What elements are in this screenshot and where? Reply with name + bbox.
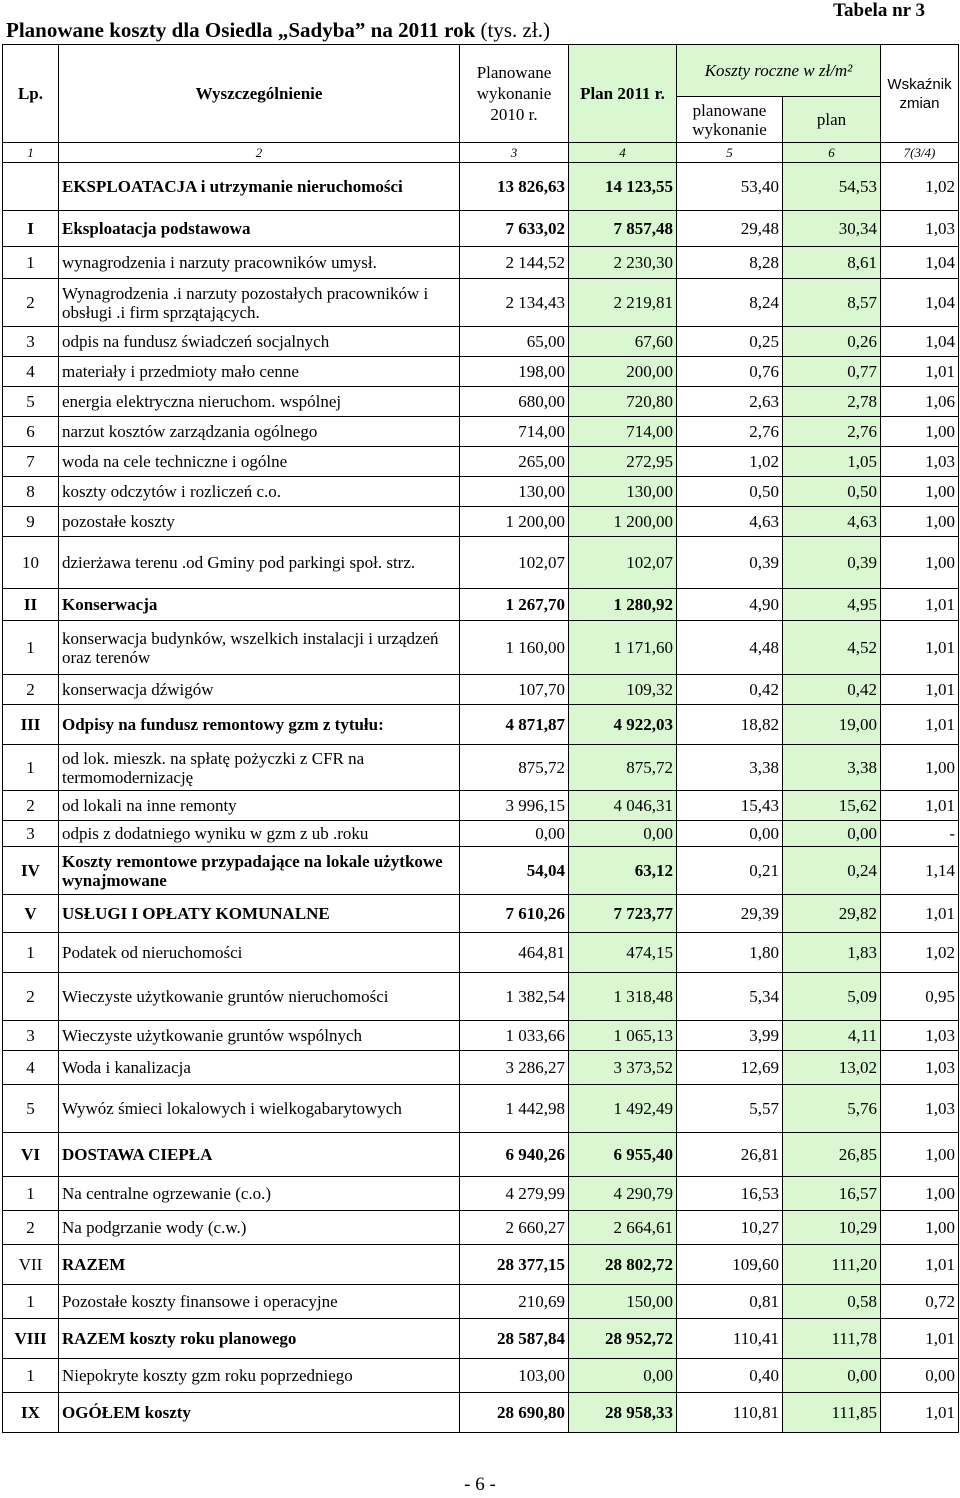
table-row bbox=[3, 1177, 959, 1211]
row-name: Wynagrodzenia .i narzuty pozostałych pracowników i obsługi .i firm sprzątających. bbox=[59, 279, 460, 327]
row-name: pozostałe koszty bbox=[59, 507, 460, 537]
row-annual-plan: 30,34 bbox=[783, 211, 881, 247]
row-index: 1,01 bbox=[881, 705, 959, 745]
row-annual-plan: 10,29 bbox=[783, 1211, 881, 1245]
row-plan2010: 13 826,63 bbox=[460, 163, 569, 211]
row-annual-exec: 26,81 bbox=[677, 1133, 783, 1177]
row-plan2010: 4 871,87 bbox=[460, 705, 569, 745]
row-annual-plan: 0,50 bbox=[783, 477, 881, 507]
row-plan2010: 1 200,00 bbox=[460, 507, 569, 537]
row-plan2011: 1 200,00 bbox=[569, 507, 677, 537]
row-lp: 9 bbox=[3, 507, 59, 537]
row-annual-plan: 1,05 bbox=[783, 447, 881, 477]
row-index: 1,03 bbox=[881, 1051, 959, 1085]
row-index: 0,95 bbox=[881, 973, 959, 1021]
column-numbers-row: 1 2 3 4 5 6 7(3/4) bbox=[3, 143, 959, 163]
row-annual-plan: 29,82 bbox=[783, 895, 881, 933]
row-annual-exec: 0,21 bbox=[677, 847, 783, 895]
row-plan2011: 0,00 bbox=[569, 821, 677, 847]
row-plan2010: 3 286,27 bbox=[460, 1051, 569, 1085]
row-annual-exec: 3,99 bbox=[677, 1021, 783, 1051]
table-number: Tabela nr 3 bbox=[833, 0, 925, 21]
row-annual-plan: 0,39 bbox=[783, 537, 881, 589]
row-annual-exec: 8,24 bbox=[677, 279, 783, 327]
row-lp: IX bbox=[3, 1393, 59, 1433]
row-plan2011: 3 373,52 bbox=[569, 1051, 677, 1085]
row-lp: 5 bbox=[3, 387, 59, 417]
row-plan2010: 1 382,54 bbox=[460, 973, 569, 1021]
row-annual-plan: 111,78 bbox=[783, 1319, 881, 1359]
row-annual-plan: 0,42 bbox=[783, 675, 881, 705]
row-plan2010: 1 267,70 bbox=[460, 589, 569, 621]
row-annual-plan: 5,76 bbox=[783, 1085, 881, 1133]
row-annual-exec: 0,42 bbox=[677, 675, 783, 705]
row-lp: 2 bbox=[3, 791, 59, 821]
table-row bbox=[3, 973, 959, 1021]
row-annual-plan: 26,85 bbox=[783, 1133, 881, 1177]
row-index: 1,03 bbox=[881, 1021, 959, 1051]
row-lp: 5 bbox=[3, 1085, 59, 1133]
row-annual-exec: 4,48 bbox=[677, 621, 783, 675]
table-row bbox=[3, 387, 959, 417]
row-lp: 1 bbox=[3, 247, 59, 279]
table-row bbox=[3, 1393, 959, 1433]
row-annual-plan: 3,38 bbox=[783, 745, 881, 791]
row-plan2010: 198,00 bbox=[460, 357, 569, 387]
header-annual: Koszty roczne w zł/m² bbox=[677, 45, 881, 97]
table-row bbox=[3, 211, 959, 247]
table-row bbox=[3, 357, 959, 387]
row-index: 1,01 bbox=[881, 675, 959, 705]
row-name: dzierżawa terenu .od Gminy pod parkingi społ. strz. bbox=[59, 537, 460, 589]
row-annual-exec: 109,60 bbox=[677, 1245, 783, 1285]
row-lp: 1 bbox=[3, 1177, 59, 1211]
row-lp: 3 bbox=[3, 821, 59, 847]
row-name: narzut kosztów zarządzania ogólnego bbox=[59, 417, 460, 447]
row-annual-exec: 0,50 bbox=[677, 477, 783, 507]
row-lp: 1 bbox=[3, 621, 59, 675]
row-annual-exec: 10,27 bbox=[677, 1211, 783, 1245]
row-annual-exec: 0,39 bbox=[677, 537, 783, 589]
row-plan2010: 680,00 bbox=[460, 387, 569, 417]
row-annual-exec: 0,40 bbox=[677, 1359, 783, 1393]
row-annual-plan: 8,61 bbox=[783, 247, 881, 279]
row-annual-plan: 2,78 bbox=[783, 387, 881, 417]
row-index: 1,03 bbox=[881, 1085, 959, 1133]
row-plan2010: 7 633,02 bbox=[460, 211, 569, 247]
row-name: Podatek od nieruchomości bbox=[59, 933, 460, 973]
row-index: 1,01 bbox=[881, 1245, 959, 1285]
row-annual-exec: 29,39 bbox=[677, 895, 783, 933]
row-name: odpis na fundusz świadczeń socjalnych bbox=[59, 327, 460, 357]
row-lp bbox=[3, 163, 59, 211]
row-plan2010: 4 279,99 bbox=[460, 1177, 569, 1211]
row-annual-plan: 5,09 bbox=[783, 973, 881, 1021]
row-annual-plan: 111,20 bbox=[783, 1245, 881, 1285]
row-plan2010: 714,00 bbox=[460, 417, 569, 447]
table-row bbox=[3, 477, 959, 507]
row-annual-exec: 110,41 bbox=[677, 1319, 783, 1359]
row-plan2011: 272,95 bbox=[569, 447, 677, 477]
row-annual-plan: 16,57 bbox=[783, 1177, 881, 1211]
row-annual-plan: 111,85 bbox=[783, 1393, 881, 1433]
row-plan2010: 2 134,43 bbox=[460, 279, 569, 327]
row-lp: IV bbox=[3, 847, 59, 895]
row-plan2010: 130,00 bbox=[460, 477, 569, 507]
row-annual-exec: 15,43 bbox=[677, 791, 783, 821]
row-plan2011: 714,00 bbox=[569, 417, 677, 447]
row-name: woda na cele techniczne i ogólne bbox=[59, 447, 460, 477]
row-index: 1,00 bbox=[881, 1211, 959, 1245]
row-index: 1,01 bbox=[881, 621, 959, 675]
row-plan2010: 103,00 bbox=[460, 1359, 569, 1393]
row-lp: V bbox=[3, 895, 59, 933]
table-row bbox=[3, 621, 959, 675]
row-annual-exec: 0,25 bbox=[677, 327, 783, 357]
row-lp: 1 bbox=[3, 1285, 59, 1319]
cost-table bbox=[2, 44, 959, 1433]
row-index: 1,01 bbox=[881, 589, 959, 621]
row-plan2010: 7 610,26 bbox=[460, 895, 569, 933]
row-lp: 2 bbox=[3, 1211, 59, 1245]
row-index: 1,01 bbox=[881, 357, 959, 387]
header-plan2011: Plan 2011 r. bbox=[569, 45, 677, 143]
row-plan2010: 1 442,98 bbox=[460, 1085, 569, 1133]
table-row bbox=[3, 447, 959, 477]
row-lp: II bbox=[3, 589, 59, 621]
row-name: RAZEM bbox=[59, 1245, 460, 1285]
row-annual-plan: 54,53 bbox=[783, 163, 881, 211]
row-plan2011: 1 280,92 bbox=[569, 589, 677, 621]
row-index: 1,00 bbox=[881, 537, 959, 589]
row-plan2010: 1 160,00 bbox=[460, 621, 569, 675]
row-plan2010: 210,69 bbox=[460, 1285, 569, 1319]
table-row bbox=[3, 895, 959, 933]
row-plan2011: 875,72 bbox=[569, 745, 677, 791]
table-row bbox=[3, 417, 959, 447]
row-plan2010: 65,00 bbox=[460, 327, 569, 357]
row-index: 1,04 bbox=[881, 247, 959, 279]
row-lp: 6 bbox=[3, 417, 59, 447]
row-plan2011: 28 952,72 bbox=[569, 1319, 677, 1359]
table-row bbox=[3, 705, 959, 745]
table-row bbox=[3, 247, 959, 279]
row-name: konserwacja budynków, wszelkich instalacji i urządzeń oraz terenów bbox=[59, 621, 460, 675]
row-plan2011: 28 802,72 bbox=[569, 1245, 677, 1285]
row-plan2011: 4 290,79 bbox=[569, 1177, 677, 1211]
row-lp: 4 bbox=[3, 357, 59, 387]
row-lp: VI bbox=[3, 1133, 59, 1177]
row-name: Pozostałe koszty finansowe i operacyjne bbox=[59, 1285, 460, 1319]
row-plan2011: 2 219,81 bbox=[569, 279, 677, 327]
row-name: Wieczyste użytkowanie gruntów wspólnych bbox=[59, 1021, 460, 1051]
row-plan2011: 0,00 bbox=[569, 1359, 677, 1393]
page-number: - 6 - bbox=[464, 1474, 496, 1495]
row-index: 1,00 bbox=[881, 507, 959, 537]
row-annual-exec: 12,69 bbox=[677, 1051, 783, 1085]
header-annual-plan: plan bbox=[783, 97, 881, 143]
row-name: DOSTAWA CIEPŁA bbox=[59, 1133, 460, 1177]
row-index: 1,00 bbox=[881, 1133, 959, 1177]
row-annual-plan: 0,58 bbox=[783, 1285, 881, 1319]
row-annual-plan: 4,11 bbox=[783, 1021, 881, 1051]
row-lp: 2 bbox=[3, 973, 59, 1021]
row-annual-plan: 8,57 bbox=[783, 279, 881, 327]
row-plan2011: 130,00 bbox=[569, 477, 677, 507]
row-plan2010: 3 996,15 bbox=[460, 791, 569, 821]
row-name: konserwacja dźwigów bbox=[59, 675, 460, 705]
row-lp: 2 bbox=[3, 675, 59, 705]
row-lp: 2 bbox=[3, 279, 59, 327]
row-annual-plan: 0,00 bbox=[783, 1359, 881, 1393]
row-annual-exec: 16,53 bbox=[677, 1177, 783, 1211]
row-annual-exec: 4,63 bbox=[677, 507, 783, 537]
row-name: wynagrodzenia i narzuty pracowników umysł. bbox=[59, 247, 460, 279]
row-plan2011: 2 230,30 bbox=[569, 247, 677, 279]
row-lp: III bbox=[3, 705, 59, 745]
row-lp: 3 bbox=[3, 327, 59, 357]
row-annual-exec: 53,40 bbox=[677, 163, 783, 211]
row-annual-plan: 4,95 bbox=[783, 589, 881, 621]
row-plan2011: 1 171,60 bbox=[569, 621, 677, 675]
row-name: koszty odczytów i rozliczeń c.o. bbox=[59, 477, 460, 507]
row-annual-plan: 0,24 bbox=[783, 847, 881, 895]
header-plan2010: Planowane wykonanie 2010 r. bbox=[460, 45, 569, 143]
row-plan2011: 14 123,55 bbox=[569, 163, 677, 211]
table-row bbox=[3, 821, 959, 847]
row-plan2010: 464,81 bbox=[460, 933, 569, 973]
row-lp: I bbox=[3, 211, 59, 247]
row-index: 1,01 bbox=[881, 791, 959, 821]
row-lp: 8 bbox=[3, 477, 59, 507]
row-annual-plan: 2,76 bbox=[783, 417, 881, 447]
row-annual-exec: 1,02 bbox=[677, 447, 783, 477]
row-index: 1,04 bbox=[881, 327, 959, 357]
row-annual-plan: 19,00 bbox=[783, 705, 881, 745]
table-row bbox=[3, 589, 959, 621]
row-plan2011: 200,00 bbox=[569, 357, 677, 387]
table-row bbox=[3, 279, 959, 327]
row-annual-plan: 0,26 bbox=[783, 327, 881, 357]
row-name: Koszty remontowe przypadające na lokale użytkowe wynajmowane bbox=[59, 847, 460, 895]
row-plan2010: 28 690,80 bbox=[460, 1393, 569, 1433]
table-row bbox=[3, 1245, 959, 1285]
table-row bbox=[3, 1211, 959, 1245]
table-row bbox=[3, 327, 959, 357]
row-lp: 1 bbox=[3, 745, 59, 791]
row-index: 1,01 bbox=[881, 1319, 959, 1359]
row-plan2010: 54,04 bbox=[460, 847, 569, 895]
row-plan2011: 63,12 bbox=[569, 847, 677, 895]
row-index: 1,02 bbox=[881, 163, 959, 211]
row-annual-plan: 4,52 bbox=[783, 621, 881, 675]
table-row bbox=[3, 1051, 959, 1085]
row-annual-exec: 0,81 bbox=[677, 1285, 783, 1319]
table-row bbox=[3, 847, 959, 895]
row-annual-exec: 1,80 bbox=[677, 933, 783, 973]
row-plan2010: 6 940,26 bbox=[460, 1133, 569, 1177]
row-index: 0,72 bbox=[881, 1285, 959, 1319]
row-plan2011: 4 046,31 bbox=[569, 791, 677, 821]
table-row bbox=[3, 1085, 959, 1133]
row-annual-plan: 0,77 bbox=[783, 357, 881, 387]
row-lp: 7 bbox=[3, 447, 59, 477]
row-plan2010: 875,72 bbox=[460, 745, 569, 791]
row-annual-exec: 18,82 bbox=[677, 705, 783, 745]
row-name: USŁUGI I OPŁATY KOMUNALNE bbox=[59, 895, 460, 933]
row-plan2011: 1 318,48 bbox=[569, 973, 677, 1021]
row-plan2010: 107,70 bbox=[460, 675, 569, 705]
row-name: EKSPLOATACJA i utrzymanie nieruchomości bbox=[59, 163, 460, 211]
row-plan2010: 28 377,15 bbox=[460, 1245, 569, 1285]
table-row bbox=[3, 791, 959, 821]
table-row bbox=[3, 1319, 959, 1359]
table-row bbox=[3, 163, 959, 211]
table-row bbox=[3, 933, 959, 973]
row-lp: VIII bbox=[3, 1319, 59, 1359]
header-name: Wyszczególnienie bbox=[59, 45, 460, 143]
row-index: 1,00 bbox=[881, 417, 959, 447]
row-lp: 4 bbox=[3, 1051, 59, 1085]
row-name: Odpisy na fundusz remontowy gzm z tytułu: bbox=[59, 705, 460, 745]
row-annual-plan: 15,62 bbox=[783, 791, 881, 821]
row-plan2010: 0,00 bbox=[460, 821, 569, 847]
row-plan2010: 28 587,84 bbox=[460, 1319, 569, 1359]
row-name: od lok. mieszk. na spłatę pożyczki z CFR na termomodernizację bbox=[59, 745, 460, 791]
row-plan2010: 2 660,27 bbox=[460, 1211, 569, 1245]
table-row bbox=[3, 1285, 959, 1319]
row-plan2011: 150,00 bbox=[569, 1285, 677, 1319]
row-plan2011: 474,15 bbox=[569, 933, 677, 973]
row-annual-exec: 5,57 bbox=[677, 1085, 783, 1133]
row-plan2010: 2 144,52 bbox=[460, 247, 569, 279]
row-name: Konserwacja bbox=[59, 589, 460, 621]
row-annual-exec: 29,48 bbox=[677, 211, 783, 247]
table-row bbox=[3, 1133, 959, 1177]
row-plan2011: 7 857,48 bbox=[569, 211, 677, 247]
row-annual-exec: 4,90 bbox=[677, 589, 783, 621]
row-name: Na podgrzanie wody (c.w.) bbox=[59, 1211, 460, 1245]
row-name: Woda i kanalizacja bbox=[59, 1051, 460, 1085]
row-plan2011: 102,07 bbox=[569, 537, 677, 589]
row-lp: VII bbox=[3, 1245, 59, 1285]
row-name: Wieczyste użytkowanie gruntów nieruchomości bbox=[59, 973, 460, 1021]
row-plan2011: 6 955,40 bbox=[569, 1133, 677, 1177]
row-index: 1,00 bbox=[881, 477, 959, 507]
row-annual-plan: 4,63 bbox=[783, 507, 881, 537]
row-name: materiały i przedmioty mało cenne bbox=[59, 357, 460, 387]
row-index: 1,00 bbox=[881, 1177, 959, 1211]
row-index: 1,03 bbox=[881, 211, 959, 247]
row-index: - bbox=[881, 821, 959, 847]
page-title: Planowane koszty dla Osiedla „Sadyba” na 2011 rok (tys. zł.) bbox=[6, 18, 550, 42]
row-plan2011: 720,80 bbox=[569, 387, 677, 417]
row-lp: 3 bbox=[3, 1021, 59, 1051]
row-annual-exec: 8,28 bbox=[677, 247, 783, 279]
row-index: 1,04 bbox=[881, 279, 959, 327]
row-name: Na centralne ogrzewanie (c.o.) bbox=[59, 1177, 460, 1211]
row-annual-exec: 3,38 bbox=[677, 745, 783, 791]
row-plan2011: 4 922,03 bbox=[569, 705, 677, 745]
row-index: 1,01 bbox=[881, 1393, 959, 1433]
row-annual-exec: 5,34 bbox=[677, 973, 783, 1021]
table-row bbox=[3, 1021, 959, 1051]
row-index: 1,06 bbox=[881, 387, 959, 417]
row-index: 0,00 bbox=[881, 1359, 959, 1393]
header-lp: Lp. bbox=[3, 45, 59, 143]
row-annual-plan: 1,83 bbox=[783, 933, 881, 973]
row-name: Niepokryte koszty gzm roku poprzedniego bbox=[59, 1359, 460, 1393]
header-index: Wskaźnik zmian bbox=[881, 45, 959, 143]
row-name: OGÓŁEM koszty bbox=[59, 1393, 460, 1433]
row-lp: 1 bbox=[3, 1359, 59, 1393]
row-annual-exec: 0,76 bbox=[677, 357, 783, 387]
row-plan2010: 265,00 bbox=[460, 447, 569, 477]
table-row bbox=[3, 1359, 959, 1393]
row-plan2011: 67,60 bbox=[569, 327, 677, 357]
row-name: energia elektryczna nieruchom. wspólnej bbox=[59, 387, 460, 417]
row-name: Eksploatacja podstawowa bbox=[59, 211, 460, 247]
row-annual-plan: 0,00 bbox=[783, 821, 881, 847]
row-plan2011: 7 723,77 bbox=[569, 895, 677, 933]
row-annual-exec: 2,76 bbox=[677, 417, 783, 447]
row-plan2011: 1 065,13 bbox=[569, 1021, 677, 1051]
row-annual-exec: 110,81 bbox=[677, 1393, 783, 1433]
table-row bbox=[3, 745, 959, 791]
row-annual-exec: 2,63 bbox=[677, 387, 783, 417]
row-index: 1,14 bbox=[881, 847, 959, 895]
row-lp: 1 bbox=[3, 933, 59, 973]
table-row bbox=[3, 675, 959, 705]
table-row bbox=[3, 537, 959, 589]
header-annual-exec: planowane wykonanie bbox=[677, 97, 783, 143]
row-index: 1,01 bbox=[881, 895, 959, 933]
row-index: 1,00 bbox=[881, 745, 959, 791]
row-name: RAZEM koszty roku planowego bbox=[59, 1319, 460, 1359]
row-annual-plan: 13,02 bbox=[783, 1051, 881, 1085]
row-plan2011: 2 664,61 bbox=[569, 1211, 677, 1245]
row-name: Wywóz śmieci lokalowych i wielkogabarytowych bbox=[59, 1085, 460, 1133]
row-plan2011: 28 958,33 bbox=[569, 1393, 677, 1433]
row-index: 1,03 bbox=[881, 447, 959, 477]
row-name: odpis z dodatniego wyniku w gzm z ub .roku bbox=[59, 821, 460, 847]
title-unit: (tys. zł.) bbox=[480, 18, 550, 42]
row-plan2010: 102,07 bbox=[460, 537, 569, 589]
row-plan2011: 1 492,49 bbox=[569, 1085, 677, 1133]
row-plan2011: 109,32 bbox=[569, 675, 677, 705]
row-plan2010: 1 033,66 bbox=[460, 1021, 569, 1051]
row-index: 1,02 bbox=[881, 933, 959, 973]
row-name: od lokali na inne remonty bbox=[59, 791, 460, 821]
row-lp: 10 bbox=[3, 537, 59, 589]
row-annual-exec: 0,00 bbox=[677, 821, 783, 847]
table-row bbox=[3, 507, 959, 537]
